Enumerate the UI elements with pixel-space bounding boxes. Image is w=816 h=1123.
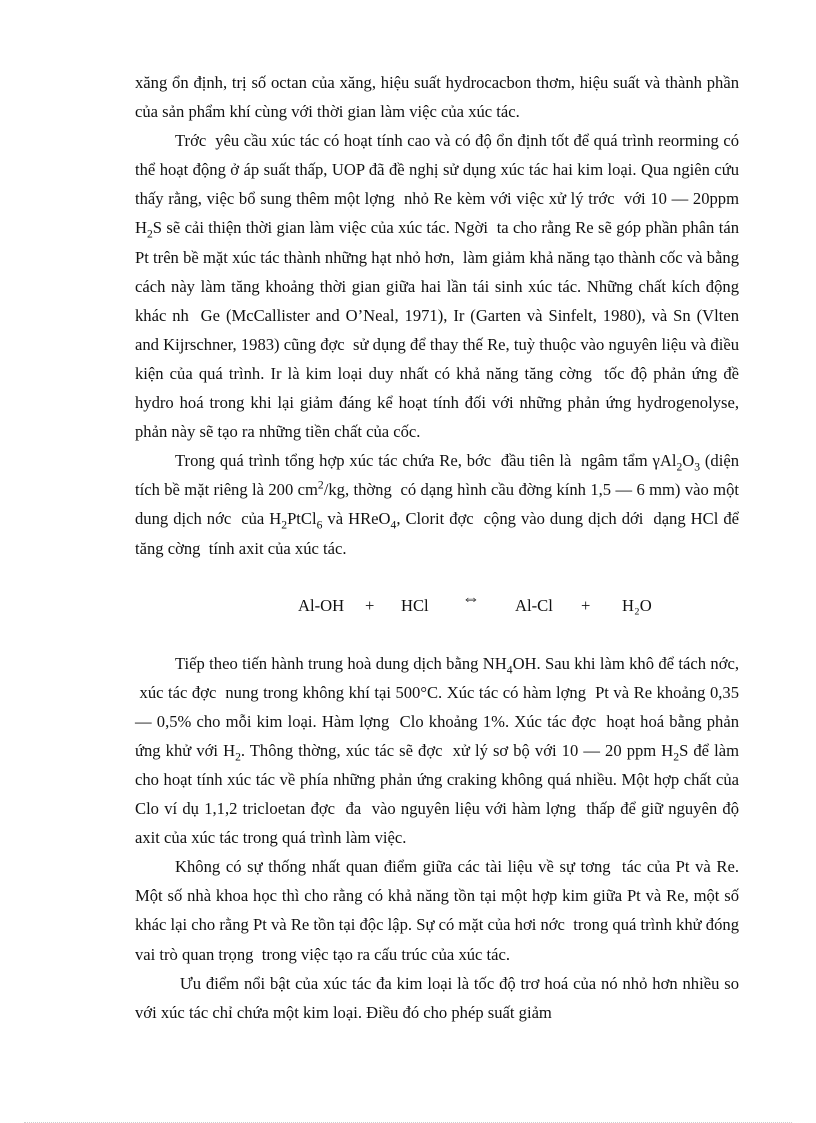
paragraph: Tiếp theo tiến hành trung hoà dung dịch bằng $NH_4OH$. Sau khi làm khô để tách nớc, xúc tác đợc nung trong không khí tại 500°C. Xúc tác có hàm lợng Pt và Re khoảng 0,35 — 0,5% cho mỗi kim loại. Hàm lợng Clo khoảng 1%. Xúc tác đợc hoạt hoá bằng phản ứng khử với $H_2$. Thông thờng, xúc tác sẽ đợc xử lý sơ bộ với 10 — 20 ppm $H_2S$ để làm cho hoạt tính xúc tác về phía những phản ứng craking không quá nhiều. Một hợp chất của Clo ví dụ 1,1,2 tricloetan đợc đa vào nguyên liệu với hàm lợng thấp để giữ nguyên độ axit của xúc tác trong quá trình làm việc. xyxy=(135,653,739,848)
paragraph: Không có sự thống nhất quan điểm giữa các tài liệu về sự tơng tác của Pt và Re. Một số nhà khoa học thì cho rằng có khả năng tồn tại một hợp kim giữa Pt và Re, một số khác lại cho rằng Pt và Re tồn tại độc lập. Sự có mặt của hơi nớc trong quá trình khử đóng vai trò quan trọng trong việc tạo ra cấu trúc của xúc tác. xyxy=(135,857,739,964)
equation-equilibrium-arrow-icon: ⇔ xyxy=(462,587,480,608)
paragraph: Trớc yêu cầu xúc tác có hoạt tính cao và có độ ổn định tốt để quá trình reorming có thể hoạt động ở áp suất thấp, UOP đã đề nghị sử dụng xúc tác hai kim loại. Qua ngiên cứu thấy rằng, việc bổ sung thêm một lợng nhỏ Re kèm với việc xử lý trớc với 10 — 20ppm $H_2S$ sẽ cải thiện thời gian làm việc của xúc tác. Ngời ta cho rằng Re sẽ góp phần phân tán Pt trên bề mặt xúc tác thành những hạt nhỏ hơn, làm giảm khả năng tạo thành cốc và bằng cách này làm tăng khoảng thời gian giữa hai lần tái sinh xúc tác. Những chất kích động khác nh Ge (McCallister and O’Neal, 1971), Ir (Garten và Sinfelt, 1980), và Sn (Vlten and Kijrschner, 1983) cũng đợc sử dụng để thay thế Re, tuỳ thuộc vào nguyên liệu và điều kiện của quá trình. Ir là kim loại duy nhất có khả năng tăng cờng tốc độ phản ứng đề hydro hoá trong khi lại giảm đáng kể hoạt tính đối với những phản ứng hydrogenolyse, phản này sẽ tạo ra những tiền chất của cốc. xyxy=(135,131,739,442)
paragraph-group-a xyxy=(135,68,739,563)
equation-reactant-2: HCl xyxy=(401,595,429,615)
paragraph: xăng ổn định, trị số octan của xăng, hiệu suất hydrocacbon thơm, hiệu suất và thành phần của sản phẩm khí cùng với thời gian làm việc của xúc tác. xyxy=(135,73,739,122)
document-page xyxy=(135,68,739,1027)
equation-product-2: H₂O xyxy=(622,595,652,615)
equation-reactant-1: Al-OH xyxy=(298,595,345,615)
paragraph-group-b xyxy=(135,649,739,1027)
paragraph: Trong quá trình tổng hợp xúc tác chứa Re, bớc đầu tiên là ngâm tẩm $\gamma Al_2O_3$ (diện tích bề mặt riêng là 200 $cm^2/kg$, thờng có dạng hình cầu đờng kính 1,5 — 6 mm) vào một dung dịch nớc của $H_2PtCl_6$ và HReO$_4$, Clorit đợc cộng vào dung dịch dới dạng HCl để tăng cờng tính axit của xúc tác. xyxy=(135,451,740,558)
chemical-equation xyxy=(135,563,739,649)
equation-product-1: Al-Cl xyxy=(515,595,553,615)
equation-plus-2: + xyxy=(581,595,591,615)
equation-plus-1: + xyxy=(365,595,375,615)
paragraph: Ưu điểm nổi bật của xúc tác đa kim loại là tốc độ trơ hoá của nó nhỏ hơn nhiều so với xúc tác chỉ chứa một kim loại. Điều đó cho phép suất giảm xyxy=(135,973,739,1022)
